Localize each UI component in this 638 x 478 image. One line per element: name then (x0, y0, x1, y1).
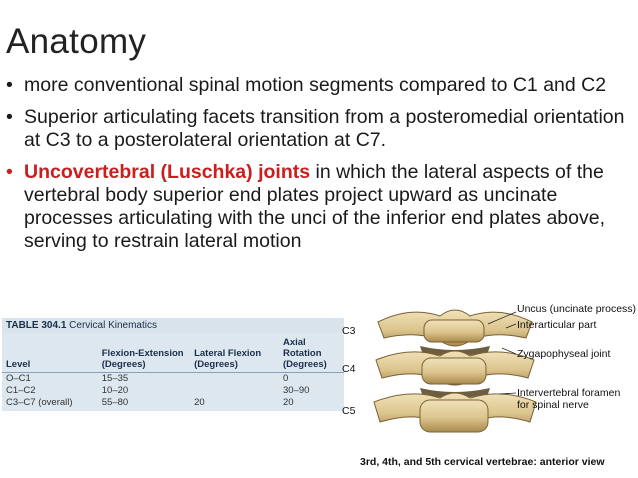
table-cell: 30–90 (282, 385, 310, 396)
highlight-term: Uncovertebral (Luschka) joints (24, 161, 311, 183)
table-row (2, 397, 344, 411)
table-cell: 10–20 (101, 385, 129, 396)
bullet-list (6, 74, 636, 262)
table-cell: 0 (282, 373, 289, 384)
bullet-dot: • (6, 161, 13, 183)
table-row (2, 373, 344, 386)
table-row (2, 385, 344, 397)
label-foramen: Intervertebral foramen (517, 387, 621, 399)
bullet-item (6, 74, 636, 97)
vertebrae-figure (340, 298, 638, 478)
page-title: Anatomy (6, 22, 147, 61)
column-header: Level (2, 333, 98, 373)
bullet-item (6, 106, 636, 152)
vertebra-c4 (376, 351, 534, 385)
table-cell: O–C1 (6, 373, 31, 384)
level-label: C3 (342, 325, 356, 337)
label-zygapophyseal: Zygapophyseal joint (517, 348, 611, 360)
cervical-kinematics-table (2, 318, 344, 411)
column-header: Lateral Flexion (Degrees) (190, 333, 279, 373)
vertebra-c5 (374, 393, 536, 432)
level-label: C4 (342, 363, 356, 375)
table-cell: C1–C2 (6, 385, 36, 396)
table-cell: C3–C7 (overall) (6, 397, 73, 408)
column-header: Axial Rotation (Degrees) (279, 333, 344, 373)
bullet-item (6, 161, 636, 253)
bullet-dot: • (6, 74, 13, 96)
table-cell: 20 (282, 397, 294, 408)
bullet-dot: • (6, 106, 13, 128)
level-label: C5 (342, 405, 356, 417)
label-interarticular: Interarticular part (517, 319, 597, 331)
table-title: Cervical Kinematics (69, 320, 157, 331)
table-cell (190, 385, 279, 397)
label-uncus: Uncus (uncinate process) (517, 303, 637, 315)
bullet-text: Superior articulating facets transition from a posteromedial orientation at C3 to a posterolateral orientation at C7. (24, 106, 625, 151)
label-foramen-2: for spinal nerve (517, 399, 589, 411)
figure-caption: 3rd, 4th, and 5th cervical vertebrae: anterior view (360, 456, 605, 468)
table-cell: 55–80 (101, 397, 129, 408)
bullet-text: in which the lateral aspects of the vertebral body superior end plates project upward as uncinate processes articulating with the unci of the inferior end plates above, serving to restrain lateral motion (24, 161, 606, 252)
table-cell (190, 373, 279, 386)
table-cell: 15–35 (101, 373, 129, 384)
column-header: Flexion-Extension (Degrees) (98, 333, 190, 373)
table-cell: 20 (194, 397, 205, 408)
bullet-text: more conventional spinal motion segments compared to C1 and C2 (24, 74, 607, 96)
table-caption (2, 318, 344, 333)
table-number: TABLE 304.1 (6, 320, 67, 331)
